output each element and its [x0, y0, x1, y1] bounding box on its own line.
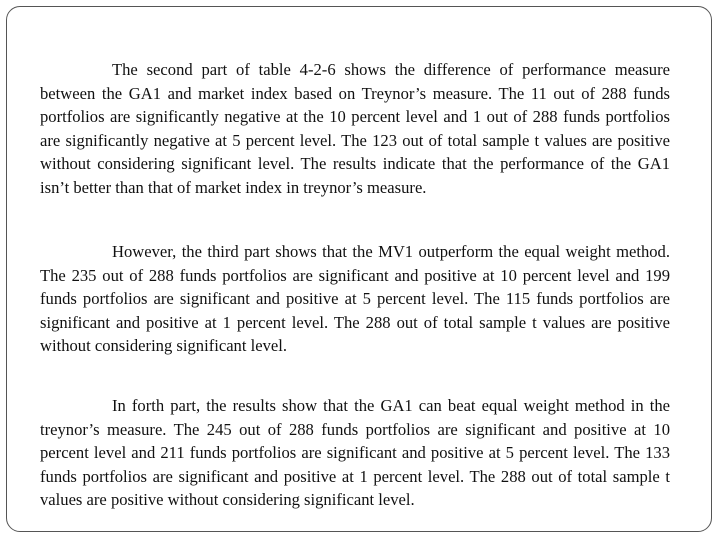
- paragraph-second-part: The second part of table 4-2-6 shows the difference of performance measure between the GA1 and market index based on Treynor’s measure. The 11 out of 288 funds portfolios are significantly negative at the 10 percent level and 1 out of 288 funds portfolios are significantly negative at 5 percent level. The 123 out of total sample t values are positive without considering significant level. The results indicate that the performance of the GA1 isn’t better than that of market index in treynor’s measure.: [40, 60, 670, 197]
- paragraph-forth-part: In forth part, the results show that the GA1 can beat equal weight method in the treynor’s measure. The 245 out of 288 funds portfolios are significant and positive at 10 percent level and 211 funds portfolios are significant and positive at 5 percent level. The 133 funds portfolios are significant and positive at 1 percent level. The 288 out of total sample t values are positive without considering significant level.: [40, 396, 670, 510]
- paragraph-third-part: However, the third part shows that the MV1 outperform the equal weight method. The 235 out of 288 funds portfolios are significant and positive at 10 percent level and 199 funds portfolios are significant and positive at 5 percent level. The 115 funds portfolios are significant and positive at 1 percent level. The 288 out of total sample t values are positive without considering significant level.: [40, 242, 670, 356]
